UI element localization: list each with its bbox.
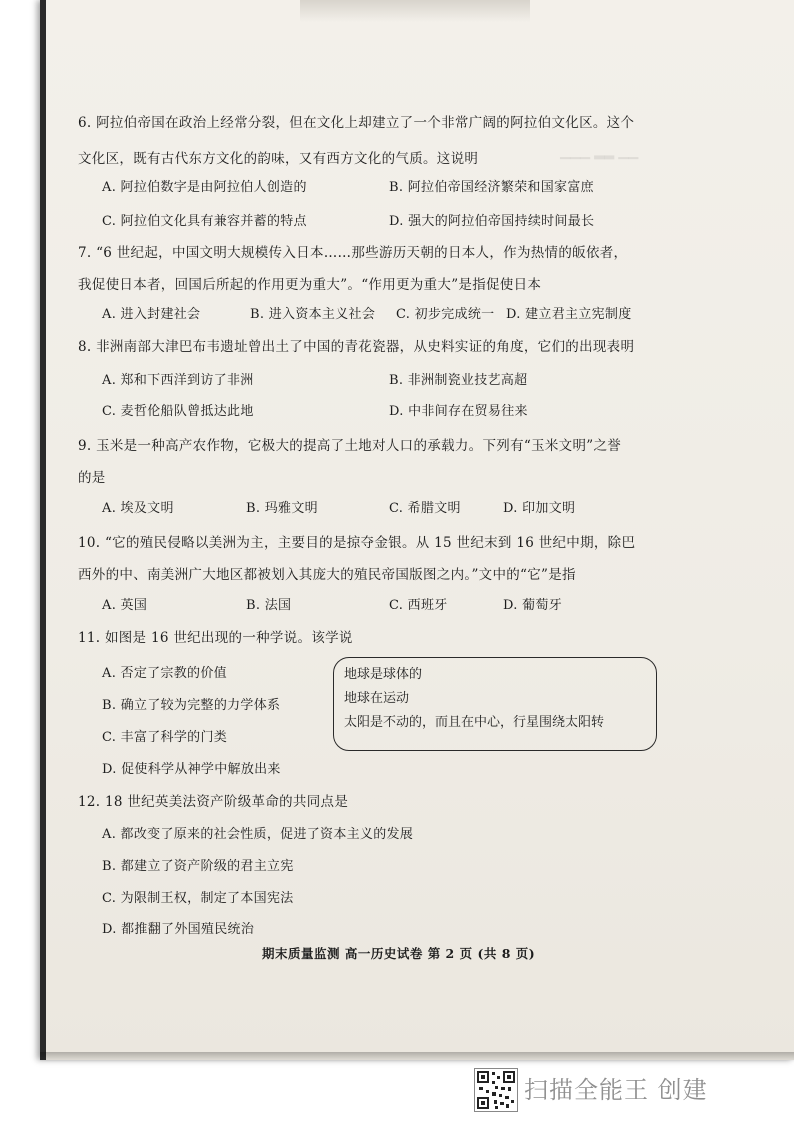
q8-stem: 8. 非洲南部大津巴布韦遗址曾出土了中国的青花瓷器，从史料实证的角度，它们的出现表明 (78, 339, 635, 355)
q6-stem-cont: 文化区，既有古代东方文化的韵味，又有西方文化的气质。这说明 (78, 151, 479, 167)
page-footer: 期末质量监测 高一历史试卷 第 2 页 (共 8 页) (262, 946, 536, 961)
q10-option-a[interactable]: A. 英国 (102, 598, 148, 613)
box-line-1: 地球是球体的 (344, 667, 423, 682)
q12-stem: 12. 18 世纪英美法资产阶级革命的共同点是 (78, 794, 349, 810)
box-line-2: 地球在运动 (344, 691, 410, 706)
q6-option-c[interactable]: C. 阿拉伯文化具有兼容并蓄的特点 (102, 214, 307, 229)
scanner-watermark: 扫描全能王 创建 (524, 1076, 708, 1104)
q11-option-a[interactable]: A. 否定了宗教的价值 (102, 666, 227, 681)
q7-option-c[interactable]: C. 初步完成统一 (396, 307, 495, 322)
q10-stem-cont: 西外的中、南美洲广大地区都被划入其庞大的殖民帝国版图之内。”文中的“它”是指 (78, 567, 576, 583)
page-bottom-shadow (40, 1052, 794, 1062)
q8-option-c[interactable]: C. 麦哲伦船队曾抵达此地 (102, 404, 254, 419)
q6-option-d[interactable]: D. 强大的阿拉伯帝国持续时间最长 (389, 214, 595, 229)
qr-code-icon (474, 1068, 518, 1112)
q9-option-c[interactable]: C. 希腊文明 (389, 501, 461, 516)
q9-stem: 9. 玉米是一种高产农作物，它极大的提高了土地对人口的承载力。下列有“玉米文明”之誉 (78, 438, 622, 454)
q8-option-d[interactable]: D. 中非间存在贸易往来 (389, 404, 528, 419)
q9-stem-cont: 的是 (78, 470, 106, 486)
q12-option-a[interactable]: A. 都改变了原来的社会性质，促进了资本主义的发展 (102, 827, 414, 842)
q6-stem: 6. 阿拉伯帝国在政治上经常分裂，但在文化上却建立了一个非常广阔的阿拉伯文化区。这个 (78, 115, 635, 131)
q7-stem: 7. “6 世纪起，中国文明大规模传入日本……那些游历天朝的日本人，作为热情的皈依者， (78, 245, 628, 261)
q12-option-b[interactable]: B. 都建立了资产阶级的君主立宪 (102, 859, 294, 874)
q10-option-b[interactable]: B. 法国 (246, 598, 292, 613)
q12-option-d[interactable]: D. 都推翻了外国殖民统治 (102, 922, 255, 937)
q6-option-b[interactable]: B. 阿拉伯帝国经济繁荣和国家富庶 (389, 180, 594, 195)
q7-option-d[interactable]: D. 建立君主立宪制度 (506, 307, 632, 322)
q8-option-b[interactable]: B. 非洲制瓷业技艺高超 (389, 373, 528, 388)
q10-option-d[interactable]: D. 葡萄牙 (503, 598, 563, 613)
q6-option-a[interactable]: A. 阿拉伯数字是由阿拉伯人创造的 (102, 180, 307, 195)
q10-option-c[interactable]: C. 西班牙 (389, 598, 448, 613)
heliocentric-theory-box (333, 657, 657, 751)
q11-option-c[interactable]: C. 丰富了科学的门类 (102, 730, 228, 745)
exam-page (40, 0, 794, 1060)
q7-option-b[interactable]: B. 进入资本主义社会 (250, 307, 376, 322)
box-line-3: 太阳是不动的，而且在中心，行星围绕太阳转 (344, 715, 605, 730)
q7-option-a[interactable]: A. 进入封建社会 (102, 307, 201, 322)
binding-clip-shadow (300, 0, 530, 22)
q12-option-c[interactable]: C. 为限制王权，制定了本国宪法 (102, 891, 294, 906)
q8-option-a[interactable]: A. 郑和下西洋到访了非洲 (102, 373, 254, 388)
q9-option-a[interactable]: A. 埃及文明 (102, 501, 174, 516)
q9-option-b[interactable]: B. 玛雅文明 (246, 501, 318, 516)
q11-option-d[interactable]: D. 促使科学从神学中解放出来 (102, 762, 281, 777)
q11-stem: 11. 如图是 16 世纪出现的一种学说。该学说 (78, 630, 353, 646)
bleed-through-ghost: ▁▁▁ ▂▂ ▁▁ (560, 145, 639, 160)
q9-option-d[interactable]: D. 印加文明 (503, 501, 576, 516)
q10-stem: 10. “它的殖民侵略以美洲为主，主要目的是掠夺金银。从 15 世纪末到 16 世纪中期，除巴 (78, 535, 636, 551)
q11-option-b[interactable]: B. 确立了较为完整的力学体系 (102, 698, 281, 713)
q7-stem-cont: 我促使日本者，回国后所起的作用更为重大”。“作用更为重大”是指促使日本 (78, 277, 542, 293)
